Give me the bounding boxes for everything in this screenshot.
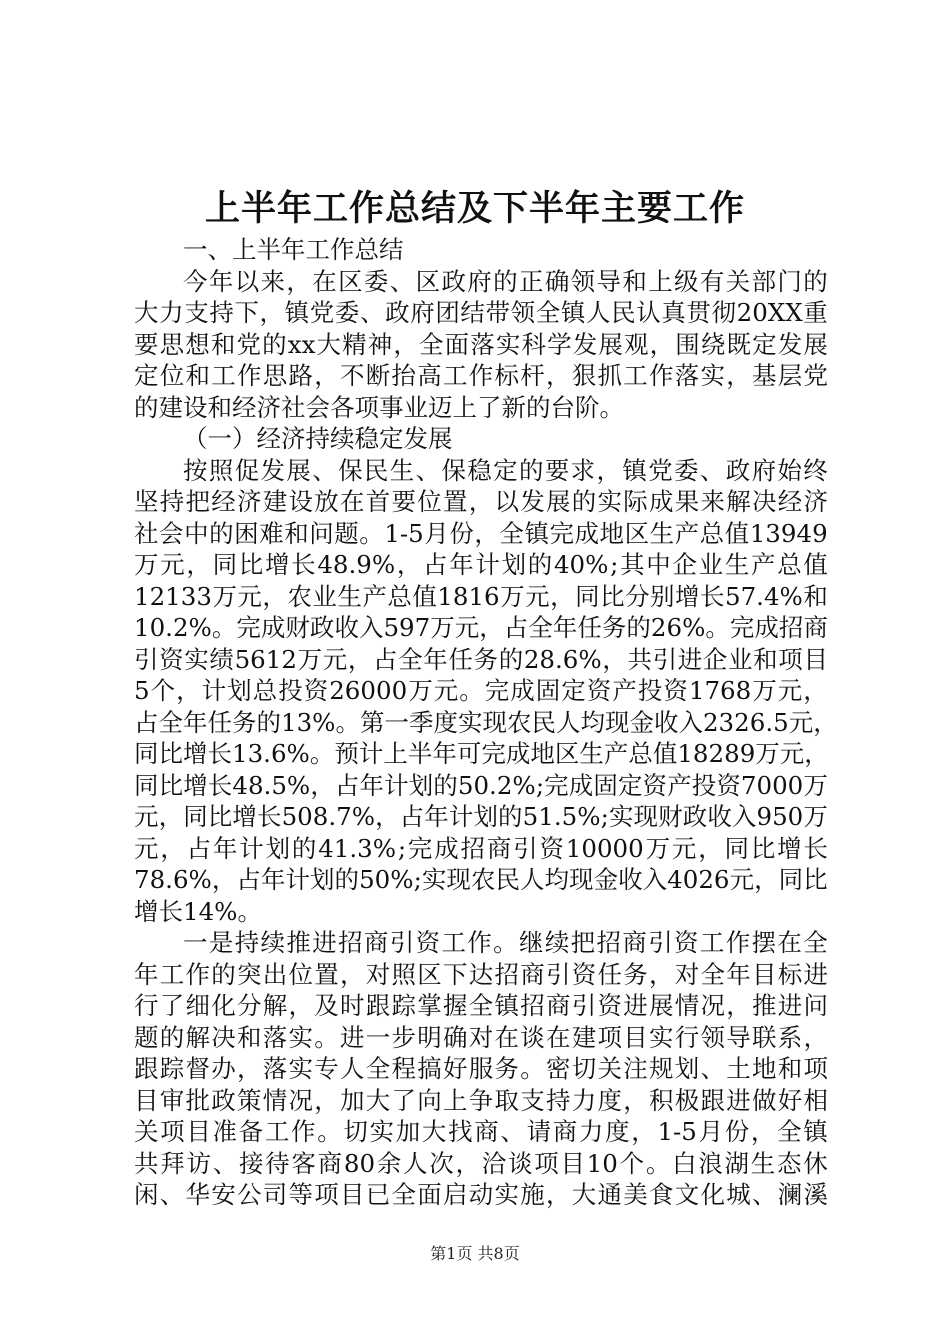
text-line: 年 工 作 的 突 出 位 置 ， 对 照 区 下 达 招 商 引 资 任 务 ， 对 全 年 目 标 进 <box>134 959 828 989</box>
text-line: 题 的 解 决 和 落 实 。 进 一 步 明 确 对 在 谈 在 建 项 目 实 行 领 导 联 系 ， <box>134 1022 828 1052</box>
text-line: 的建设和经济社会各项事业迈上了新的台阶。 <box>134 392 624 422</box>
text-line: 按 照 促 发 展 、 保 民 生 、 保 稳 定 的 要 求 ， 镇 党 委 、 政 府 始 终 <box>183 455 828 485</box>
text-line: 元 ， 占 年 计 划 的 41.3% ; 完 成 招 商 引 资 10000 万 元 ， 同 比 增 长 <box>134 833 828 863</box>
text-line: 定 位 和 工 作 思 路 ， 不 断 抬 高 工 作 标 杆 ， 狠 抓 工 作 落 实 ， 基 层 党 <box>134 361 828 390</box>
text-line: 一 是 持 续 推 进 招 商 引 资 工 作 。 继 续 把 招 商 引 资 工 作 摆 在 全 <box>183 928 828 957</box>
text-line: 同 比 增 长 48.5% ， 占 年 计 划 的 50.2% ; 完 成 固 定 资 产 投 资 7000 万 <box>134 770 828 800</box>
text-line: 元 ， 同 比 增 长 508.7% ， 占 年 计 划 的 51.5% ; 实 现 财 政 收 入 950 万 <box>134 802 828 831</box>
text-line: 行 了 细 化 分 解 ， 及 时 跟 踪 掌 握 全 镇 招 商 引 资 进 展 情 况 ， 推 进 问 <box>134 991 828 1020</box>
text-line: 坚 持 把 经 济 建 设 放 在 首 要 位 置 ， 以 发 展 的 实 际 成 果 来 解 决 经 济 <box>134 487 828 516</box>
text-line: 目 审 批 政 策 情 况 ， 加 大 了 向 上 争 取 支 持 力 度 ， 积 极 跟 进 做 好 相 <box>134 1085 828 1115</box>
text-line: 78.6% ， 占 年 计 划 的 50% ; 实 现 农 民 人 均 现 金 收 入 4026 元 ， 同 比 <box>134 865 828 894</box>
text-line: 引 资 实 绩 5612 万 元 ， 占 全 年 任 务 的 28.6% ， 共 引 进 企 业 和 项 目 <box>134 644 828 674</box>
text-line: 一、上半年工作总结 <box>183 235 404 264</box>
text-line: 要 思 想 和 党 的 xx 大 精 神 ， 全 面 落 实 科 学 发 展 观 ， 围 绕 既 定 发 展 <box>134 329 828 359</box>
page-footer: 第1页 共8页 <box>430 1244 520 1263</box>
document-body <box>134 234 838 1211</box>
text-line: 关 项 目 准 备 工 作 。 切 实 加 大 找 商 、 请 商 力 度 ， 1-5 月 份 ， 全 镇 <box>134 1117 828 1146</box>
text-line: 同 比 增 长 13.6% 。 预 计 上 半 年 可 完 成 地 区 生 产 总 值 18289 万 元 ， <box>134 739 829 768</box>
text-line: 闲 、 华 安 公 司 等 项 目 已 全 面 启 动 实 施 ， 大 通 美 食 文 化 城 、 澜 溪 <box>134 1180 828 1209</box>
text-line: 社 会 中 的 困 难 和 问 题 。 1-5 月 份 ， 全 镇 完 成 地 区 生 产 总 值 13949 <box>134 518 828 548</box>
text-line: 跟 踪 督 办 ， 落 实 专 人 全 程 搞 好 服 务 。 密 切 关 注 规 划 、 土 地 和 项 <box>134 1054 828 1083</box>
text-line: （一）经济持续稳定发展 <box>183 424 453 453</box>
text-line: 今 年 以 来 ， 在 区 委 、 区 政 府 的 正 确 领 导 和 上 级 有 关 部 门 的 <box>183 266 828 296</box>
text-line: 大 力 支 持 下 ， 镇 党 委 、 政 府 团 结 带 领 全 镇 人 民 认 真 贯 彻 20XX 重 <box>134 298 828 327</box>
text-line: 万 元 ， 同 比 增 长 48.9% ， 占 年 计 划 的 40% ; 其 中 企 业 生 产 总 值 <box>134 550 828 579</box>
text-line: 5 个 ， 计 划 总 投 资 26000 万 元 。 完 成 固 定 资 产 投 资 1768 万 元 ， <box>134 676 828 705</box>
text-line: 12133 万 元 ， 农 业 生 产 总 值 1816 万 元 ， 同 比 分 别 增 长 57.4% 和 <box>134 581 828 611</box>
text-line: 10.2% 。 完 成 财 政 收 入 597 万 元 ， 占 全 年 任 务 的 26% 。 完 成 招 商 <box>134 613 828 642</box>
text-line: 增长14%。 <box>134 896 262 926</box>
text-line: 共 拜 访 、 接 待 客 商 80 余 人 次 ， 洽 谈 项 目 10 个 。 白 浪 湖 生 态 休 <box>134 1148 828 1178</box>
document-title: 上半年工作总结及下半年主要工作 <box>204 188 745 229</box>
text-line: 占 全 年 任 务 的 13% 。 第 一 季 度 实 现 农 民 人 均 现 金 收 入 2326.5 元 ， <box>134 707 838 737</box>
